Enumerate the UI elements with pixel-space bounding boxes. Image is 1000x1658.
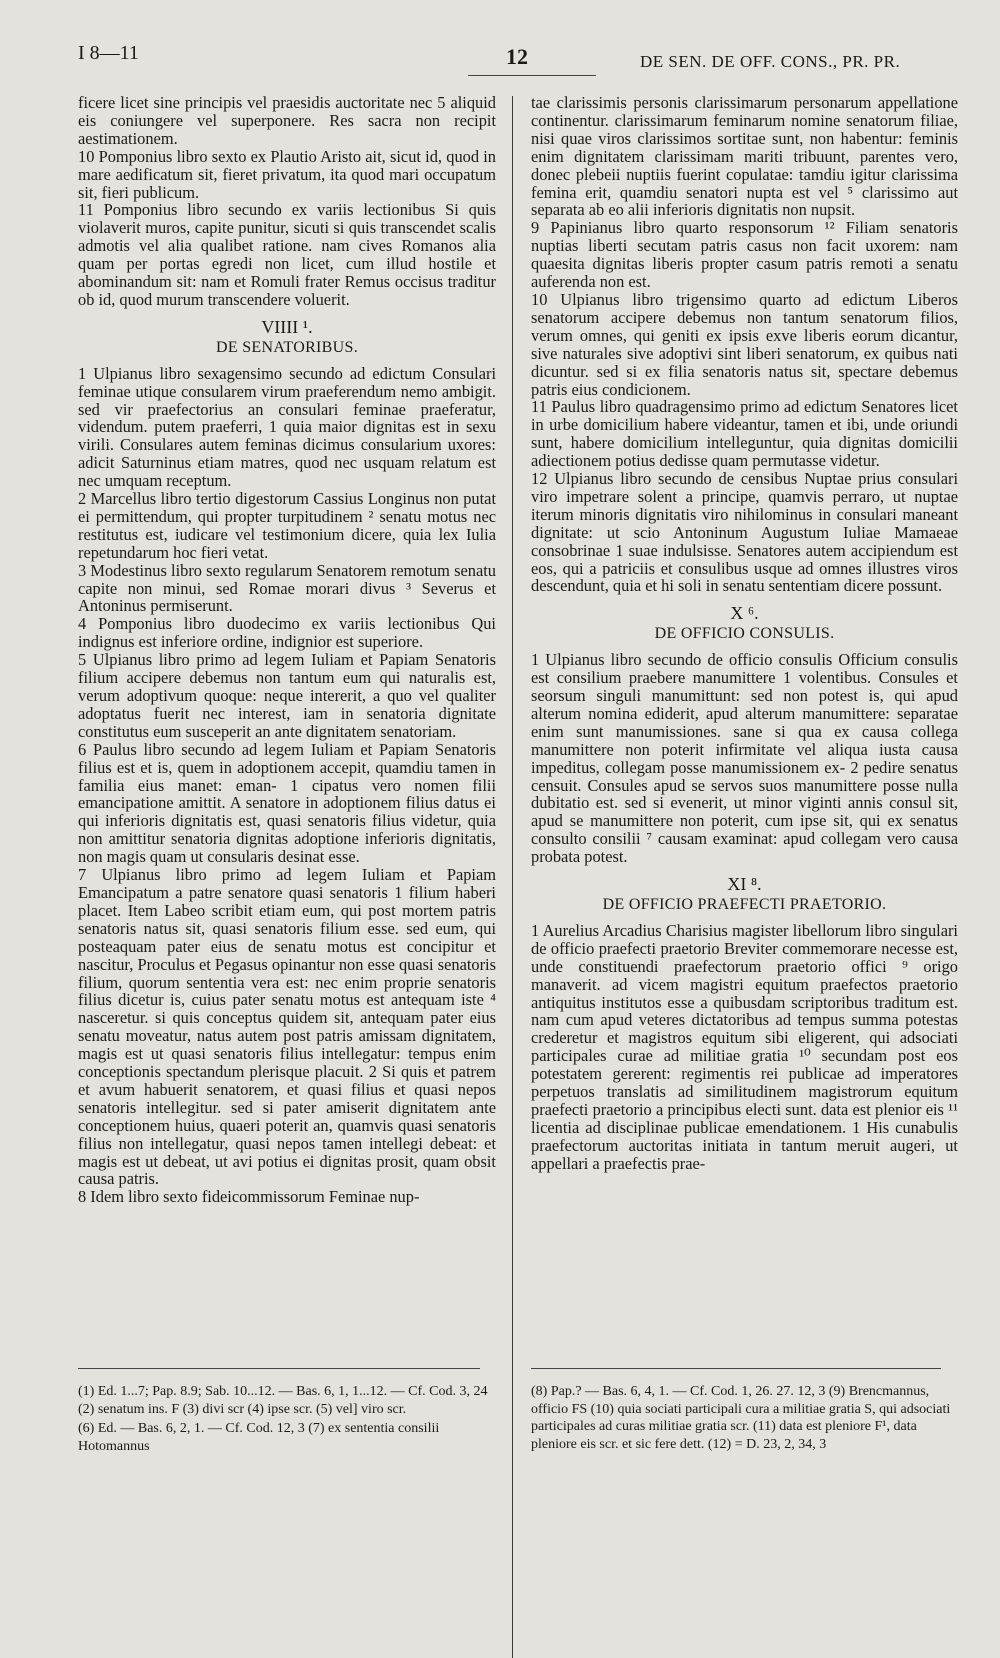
footnote-rule [78,1368,480,1369]
paragraph: 12 Ulpianus libro secundo de censibus Nuptae prius consulari viro impetrare solent a principe, quamvis perraro, ut nuptae iterum minoris dignitatis viro nihilominus in consulari maneant dignitate: ut scio Antoninum Augustum Iuliae Mamaeae consobrinae 1 suae indulsisse. Senatores autem accipiendum est eos, qui a patriciis et consulibus usque ad omnes illustres viros descendunt, quia et hi soli in senatu sententiam dicere possunt. [531,469,958,596]
footnotes-left [78,1383,488,1457]
paragraph: 1 Aurelius Arcadius Charisius magister libellorum libro singulari de officio praefecti praetorio Breviter commemorare necesse est, unde constituendi praefectorum praetorio offici ⁹ origo manaverit. ad vicem magistri equitum praefectos praetorio antiquitus institutos esse a quibusdam scriptoribus traditum est. nam cum apud veteres dictatoribus ad tempus summa potestas crederetur et magistros equitum sibi eligerent, qui adsociati participales curae ad militiae gratia ¹⁰ secundam post eos potestatem gererent: regimentis rei publicae ad imperatores perpetuos translatis ad similitudinem magistrorum equitum praefecti praetorio a principibus electi sunt. data est plenior eis ¹¹ licentia ad disciplinae publicae emendationem. 1 His cunabulis praefectorum auctoritas initiata in tantum meruit augeri, ut appellari a praefectis prae- [531,920,958,1173]
paragraph: 10 Ulpianus libro trigensimo quarto ad edictum Liberos senatorum accipere debemus non tantum senatorum filios, verum omnes, qui geniti ex ipsis exve liberis eorum dicantur, sive naturales sive adoptivi sint liberi senatorum, ex quibus nati dicuntur. sed si ex filia senatoris natus sit, spectare debemus patris eius condicionem. [531,289,958,399]
page-section-ref: I 8—11 [78,42,139,64]
running-head: DE SEN. DE OFF. CONS., PR. PR. [640,52,901,71]
section-number: X ⁶. [730,603,759,624]
section-title: DE OFFICIO CONSULIS. [654,625,835,643]
footnote: (6) Ed. — Bas. 6, 2, 1. — Cf. Cod. 12, 3 (7) ex sententia consilii Hotomannus [78,1421,440,1454]
paragraph: 10 Pomponius libro sexto ex Plautio Aristo ait, sicut id, quod in mare aedificatum sit, fieret privatum, ita quod mari occupatum sit, fieri publicum. [78,146,496,202]
paragraph: ficere licet sine principis vel praesidis auctoritate nec 5 aliquid eis coniungere vel superponere. Res sacra non recipit aestimationem. [78,93,496,148]
section-title: DE OFFICIO PRAEFECTI PRAETORIO. [602,895,887,913]
footnote: (8) Pap.? — Bas. 6, 4, 1. — Cf. Cod. 1, 26. 27. 12, 3 (9) Brencmannus, officio FS (10) quia sociati participali cura a militiae gratia S, qui adsociati participales ad curas militiae gratia scr. (11) data est pleniore F¹, data pleniore eis scr. et sic fere dett. (12) = D. 23, 2, 34, 3 [531,1384,951,1452]
header-rule [468,75,596,76]
paragraph: 8 Idem libro sexto fideicommissorum Feminae nup- [78,1187,420,1207]
paragraph: 9 Papinianus libro quarto responsorum ¹² Filiam senatoris nuptias liberti secutam patris casus non facit uxorem: nam quaesita dignitas liberis propter casum patris remoti a senatu auferenda non est. [531,218,958,292]
section-number: VIIII ¹. [261,316,313,337]
paragraph: 3 Modestinus libro sexto regularum Senatorem remotum senatu capite non minui, sed Romae morari divus ³ Severus et Antoninus permiserunt. [78,560,496,616]
footnote: (1) Ed. 1...7; Pap. 8.9; Sab. 10...12. — Bas. 6, 1, 1...12. — Cf. Cod. 3, 24 (2) senatum ins. F (3) divi scr (4) ipse scr. (5) vel] viro scr. [78,1384,488,1417]
paragraph: 5 Ulpianus libro primo ad legem Iuliam et Papiam Senatoris filium accipere debemus non tantum eum qui naturalis est, verum adoptivum quoque: neque intererit, a quo vel qualiter adoptatus fuerit nec interest, iam in senatoria dignitate constitutus eum susceperit an ante dignitatem senatoriam. [78,650,496,741]
right-column [531,94,958,1173]
paragraph: 1 Ulpianus libro sexagensimo secundo ad edictum Consulari feminae utique consularem virum praeferendum nemo ambigit. sed vir praefectorius an consulari feminae praeferatur, videndum. putem praeferri, 1 quia maior dignitas est in sexu virili. Consulares autem feminas dicimus consularium uxores: adicit Saturninus etiam matres, quod nec usquam relatum est nec umquam receptum. [78,363,496,491]
paragraph: 11 Pomponius libro secundo ex variis lectionibus Si quis violaverit muros, capite punitur, sicuti si quis transcendet scalis admotis vel alia qualibet ratione. nam cives Romanos alia quam per portas egredi non licet, cum illud hostile et abominandum sit: nam et Romuli frater Remus occisus traditur ob id, quod murum transcendere voluerit. [78,200,496,309]
left-column [78,94,496,1206]
paragraph: 11 Paulus libro quadragensimo primo ad edictum Senatores licet in urbe domicilium habere videantur, tamen et ibi, unde oriundi sunt, habere domicilium intelleguntur, quia dignitas domicilii adiectionem potius dedisse quam permutasse videtur. [531,397,958,471]
section-title: DE SENATORIBUS. [216,338,358,356]
paragraph: 6 Paulus libro secundo ad legem Iuliam et Papiam Senatoris filius est et is, quem in adoptionem accepit, quamdiu tamen in familia eius manet: eman- 1 cipatus vero nomen filii emancipatione amittit. A senatore in adoptionem filius datus ei qui inferioris dignitatis est, quasi senatoris filius videtur, quia non amittitur senatoria dignitas adoptione inferioris dignitatis, non magis quam ut consularis desinat esse. [78,739,496,867]
footnotes-right [531,1383,951,1455]
footnote-rule [531,1368,941,1369]
paragraph: 4 Pomponius libro duodecimo ex variis lectionibus Qui indignus est inferiore ordine, indignior est superiore. [78,614,496,652]
paragraph: 7 Ulpianus libro primo ad legem Iuliam et Papiam Emancipatum a patre senatore quasi senatoris 1 filium haberi placet. Item Labeo scribit etiam eum, qui post mortem patris senatoris natus sit, quasi senatoris filium esse. sed eum, qui posteaquam pater eius de senatu motus est concipitur et nascitur, Proculus et Pegasus opinantur non esse quasi senatoris filium, quorum sententia vera est: nec enim proprie senatoris filius dicetur is, cuius pater senatu motus est antequam iste ⁴ nasceretur. si quis conceptus quidem sit, antequam pater eius senatu moveatur, natus autem post patris amissam dignitatem, magis est ut quasi senatoris filius intellegatur: tempus enim conceptionis spectandum plerisque placuit. 2 Si quis et patrem et avum habuerit senatorem, et quasi filius et quasi nepos senatoris intellegitur. sed si pater amiserit dignitatem ante conceptionem huius, quaeri poterit an, quamvis quasi senatoris filius non intellegatur, quasi nepos tamen intellegi debeat: et magis est ut debeat, ut avi potius ei dignitas prosit, quam obsit causa patris. [78,865,496,1189]
paragraph: 1 Ulpianus libro secundo de officio consulis Officium consulis est consilium praebere manumittere 1 volentibus. Consules et seorsum singuli manumittunt: sed non potest is, qui apud alterum nomina ediderit, apud alterum manumittere: separatae enim sunt manumissiones. sane si qua ex causa collega manumittere non poterit infirmitate vel aliqua iusta causa impeditus, collegam posse manumissionem ex- 2 pedire senatus censuit. Consules apud se servos suos manumittere posse nulla dubitatio est. sed si evenerit, ut minor viginti annis consul sit, apud se manumittere non poterit, cum ipse sit, qui ex senatus consulto consilii ⁷ causam examinat: apud collegam vero causa probata potest. [531,650,958,867]
column-divider [512,96,513,1658]
page-number: 12 [506,44,528,69]
section-number: XI ⁸. [727,874,762,895]
paragraph: tae clarissimis personis clarissimarum personarum appellatione continentur. clarissimarum feminarum nomine senatorum filiae, nisi quae viros clarissimos sortitae sunt, non habentur: feminis enim dignitatem clarissimam mariti tribuunt, parentes vero, donec plebeii nuptiis fuerint copulatae: tamdiu igitur clarissima femina erit, quamdiu senatori nupta est vel ⁵ clarissimo aut separata ab eo alii inferioris dignitatis non nupsit. [531,93,958,220]
paragraph: 2 Marcellus libro tertio digestorum Cassius Longinus non putat ei permittendum, qui propter turpitudinem ² senatu motus nec restitutus est, iudicare vel testimonium dicere, quia lex Iulia repetundarum hoc fieri vetat. [78,489,496,562]
